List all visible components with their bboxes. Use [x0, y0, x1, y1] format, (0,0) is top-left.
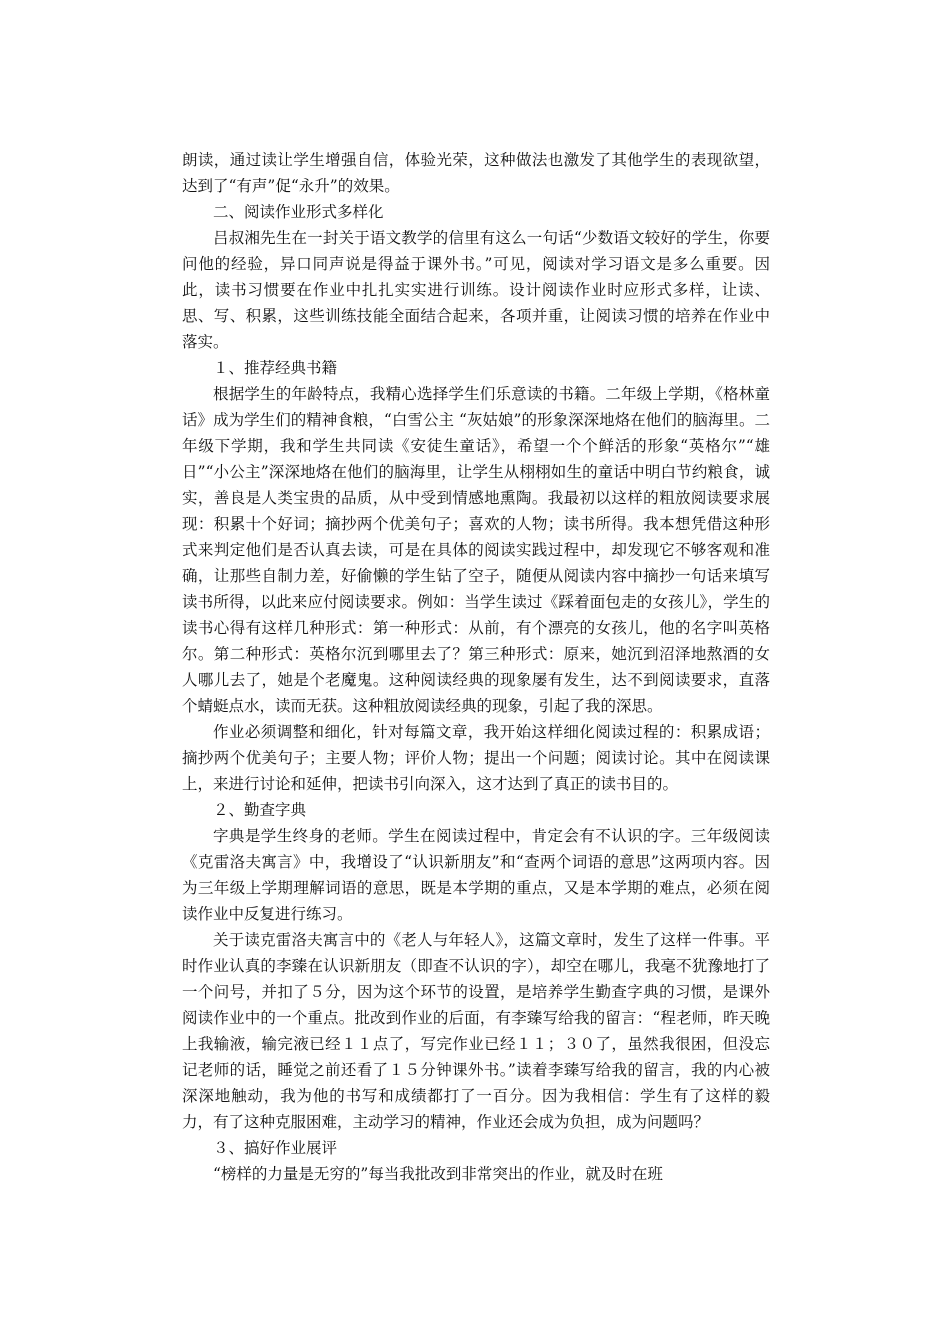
- paragraph-dictionary-teacher: 字典是学生终身的老师。学生在阅读过程中，肯定会有不认识的字。三年级阅读《克雷洛夫寓言》中，我增设了“认识新朋友”和“查两个词语的意思”这两项内容。因为三年级上学期理解词语的意思，既是本学期的重点，又是本学期的难点，必须在阅读作业中反复进行练习。: [182, 827, 770, 923]
- paragraph-book-selection: 根据学生的年龄特点，我精心选择学生们乐意读的书籍。二年级上学期，《格林童话》成为学生们的精神食粮，“白雪公主 “灰姑娘”的形象深深地烙在他们的脑海里。二年级下学期，我和学生共同读《安徒生童话》，希望一个个鲜活的形象“英格尔”“雄日”“小公主”深深地烙在他们的脑海里，让学生从栩栩如生的童话中明白节约粮食，诚实，善良是人类宝贵的品质，从中受到情感地熏陶。我最初以这样的粗放阅读要求展现：积累十个好词；摘抄两个优美句子；喜欢的人物；读书所得。我本想凭借这种形式来判定他们是否认真去读，可是在具体的阅读实践过程中，却发现它不够客观和准确，让那些自制力差，好偷懒的学生钻了空子，随便从阅读内容中摘抄一句话来填写读书所得，以此来应付阅读要求。例如：当学生读过《踩着面包走的女孩儿》，学生的读书心得有这样几种形式：第一种形式：从前，有个漂亮的女孩儿，他的名字叫英格尔。第二种形式：英格尔沉到哪里去了？第三种形式：原来，她沉到沼泽地熬酒的女人哪儿去了，她是个老魔鬼。这种阅读经典的现象屡有发生，达不到阅读要求，直落个蜻蜓点水，读而无获。这种粗放阅读经典的现象，引起了我的深思。: [182, 385, 770, 715]
- subheading-homework-showcase: ３、搞好作业展评: [213, 1139, 338, 1157]
- subheading-check-dictionary: ２、勤查字典: [213, 801, 307, 819]
- paragraph-intro: 朗读，通过读让学生增强自信，体验光荣，这种做法也激发了其他学生的表现欲望，达到了“有声”促“永升”的效果。: [182, 151, 770, 195]
- paragraph-li-zhen-story: 关于读克雷洛夫寓言中的《老人与年轻人》，这篇文章时，发生了这样一件事。平时作业认真的李臻在认识新朋友（即查不认识的字），却空在哪儿，我毫不犹豫地打了一个问号，并扣了５分，因为这个环节的设置，是培养学生勤查字典的习惯，是课外阅读作业中的一个重点。批改到作业的后面，有李臻写给我的留言：“程老师，昨天晚上我输液，输完液已经１１点了，写完作业已经１１；３０了，虽然我很困，但没忘记老师的话，睡觉之前还看了１５分钟课外书。”读着李臻写给我的留言，我的内心被深深地触动，我为他的书写和成绩都打了一百分。因为我相信：学生有了这样的毅力，有了这种克服困难，主动学习的精神，作业还会成为负担，成为问题吗？: [182, 931, 770, 1131]
- document-page: [182, 147, 770, 1187]
- paragraph-role-model: “榜样的力量是无穷的”每当我批改到非常突出的作业，就及时在班: [213, 1165, 663, 1183]
- paragraph-refine-reading: 作业必须调整和细化，针对每篇文章，我开始这样细化阅读过程的：积累成语；摘抄两个优美句子；主要人物；评价人物；提出一个问题；阅读讨论。其中在阅读课上，来进行讨论和延伸，把读书引向深入，这才达到了真正的读书目的。: [182, 723, 770, 793]
- paragraph-lv-shuxiang: 吕叔湘先生在一封关于语文教学的信里有这么一句话“少数语文较好的学生，你要问他的经验，异口同声说是得益于课外书。”可见，阅读对学习语文是多么重要。因此，读书习惯要在作业中扎扎实实进行训练。设计阅读作业时应形式多样，让读、思、写、积累，这些训练技能全面结合起来，各项并重，让阅读习惯的培养在作业中落实。: [182, 229, 770, 351]
- section-heading-reading-forms: 二、阅读作业形式多样化: [213, 203, 384, 221]
- subheading-recommend-books: １、推荐经典书籍: [213, 359, 338, 377]
